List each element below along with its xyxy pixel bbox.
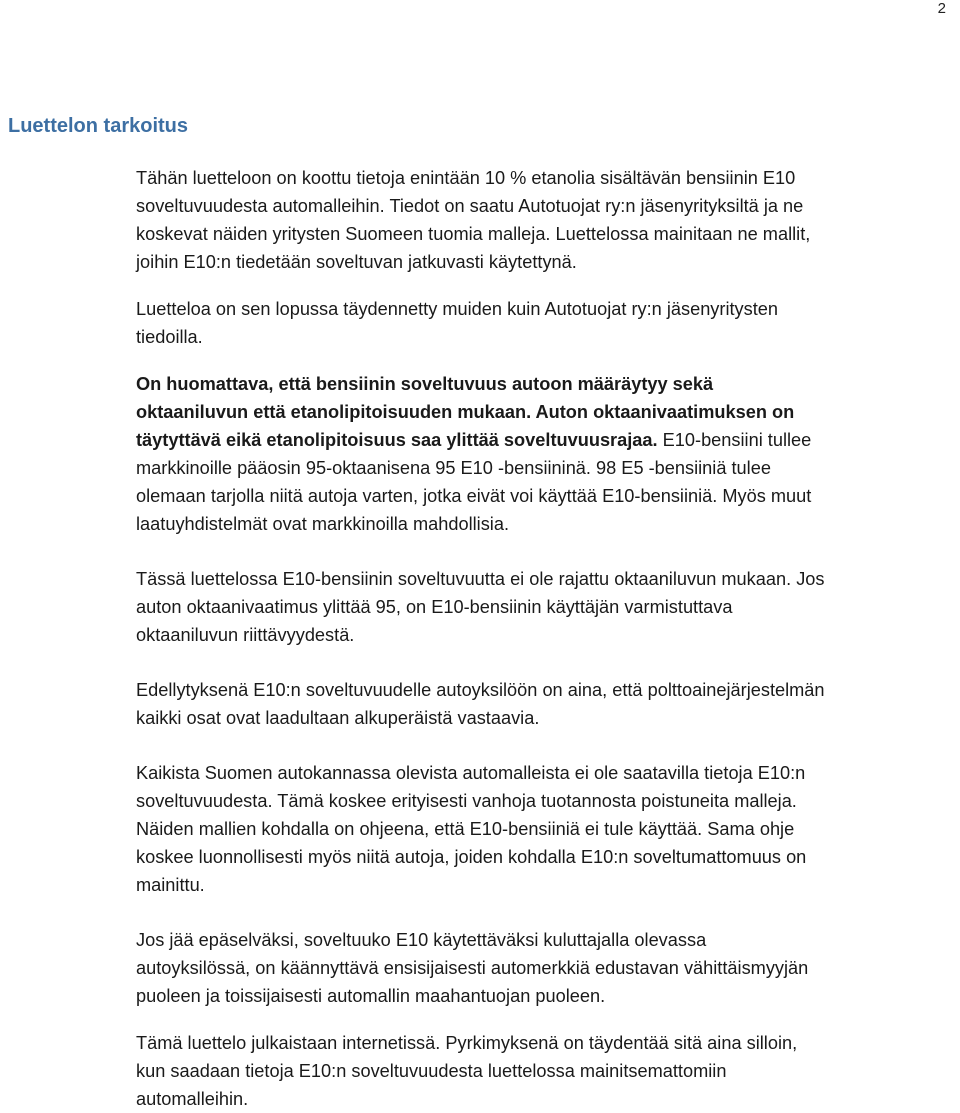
text-line: soveltuvuudesta. Tämä koskee erityisesti vanhoja tuotannosta poistuneita malleja. — [136, 791, 797, 811]
text-line: laatuyhdistelmät ovat markkinoilla mahdollisia. — [136, 514, 510, 534]
text-line: markkinoille pääosin 95-oktaanisena 95 E10 -bensiininä. 98 E5 -bensiiniä tulee — [136, 458, 771, 478]
text-line: Kaikista Suomen autokannassa olevista automalleista ei ole saatavilla tietoja E10:n — [136, 763, 806, 783]
text-line: joihin E10:n tiedetään soveltuvan jatkuvasti käytettynä. — [136, 252, 577, 272]
paragraph-unclear — [136, 926, 954, 1010]
document-body — [136, 164, 954, 1113]
text-line: E10-bensiini tullee — [657, 430, 812, 450]
bold-text-line: täytyttävä eikä etanolipitoisuus saa ylittää soveltuvuusrajaa. — [136, 430, 658, 450]
text-line: oktaaniluvun riittävyydestä. — [136, 625, 355, 645]
text-line: automalleihin. — [136, 1089, 249, 1109]
paragraph-missing-data — [136, 759, 954, 899]
bold-text-line: On huomattava, että bensiinin soveltuvuus autoon määräytyy sekä — [136, 374, 714, 394]
text-line: kaikki osat ovat laadultaan alkuperäistä vastaavia. — [136, 708, 540, 728]
text-line: Tämä luettelo julkaistaan internetissä. Pyrkimyksenä on täydentää sitä aina silloin, — [136, 1033, 798, 1053]
text-line: olemaan tarjolla niitä autoja varten, jotka eivät voi käyttää E10-bensiiniä. Myös muut — [136, 486, 812, 506]
text-line: puoleen ja toissijaisesti automallin maahantuojan puoleen. — [136, 986, 606, 1006]
page-number: 2 — [937, 0, 946, 17]
bold-text-line: oktaaniluvun että etanolipitoisuuden mukaan. Auton oktaanivaatimuksen on — [136, 402, 795, 422]
text-line: kun saadaan tietoja E10:n soveltuvuudesta luettelossa mainitsemattomiin — [136, 1061, 727, 1081]
text-line: mainittu. — [136, 875, 205, 895]
text-line: Jos jää epäselväksi, soveltuuko E10 käytettäväksi kuluttajalla olevassa — [136, 930, 707, 950]
paragraph-purpose — [136, 164, 954, 276]
text-line: Edellytyksenä E10:n soveltuvuudelle autoyksilöön on aina, että polttoainejärjestelmän — [136, 680, 825, 700]
paragraph-publication — [136, 1029, 954, 1113]
text-line: Näiden mallien kohdalla on ohjeena, että E10-bensiiniä ei tule käyttää. Sama ohje — [136, 819, 795, 839]
text-line: soveltuvuudesta automalleihin. Tiedot on saatu Autotuojat ry:n jäsenyrityksiltä ja ne — [136, 196, 804, 216]
text-line: Luetteloa on sen lopussa täydennetty muiden kuin Autotuojat ry:n jäsenyritysten — [136, 299, 779, 319]
paragraph-octane-limit — [136, 565, 954, 649]
paragraph-octane-note — [136, 370, 954, 538]
text-line: auton oktaanivaatimus ylittää 95, on E10-bensiinin käyttäjän varmistuttava — [136, 597, 733, 617]
paragraph-condition — [136, 676, 954, 732]
text-line: Tässä luettelossa E10-bensiinin soveltuvuutta ei ole rajattu oktaaniluvun mukaan. Jos — [136, 569, 825, 589]
section-heading: Luettelon tarkoitus — [8, 115, 189, 137]
text-line: tiedoilla. — [136, 327, 203, 347]
text-line: autoyksilössä, on käännyttävä ensisijaisesti automerkkiä edustavan vähittäismyyjän — [136, 958, 809, 978]
paragraph-supplement — [136, 295, 954, 351]
text-line: koskee luonnollisesti myös niitä autoja, joiden kohdalla E10:n soveltumattomuus on — [136, 847, 807, 867]
text-line: Tähän luetteloon on koottu tietoja enintään 10 % etanolia sisältävän bensiinin E10 — [136, 168, 796, 188]
text-line: koskevat näiden yritysten Suomeen tuomia malleja. Luettelossa mainitaan ne mallit, — [136, 224, 811, 244]
